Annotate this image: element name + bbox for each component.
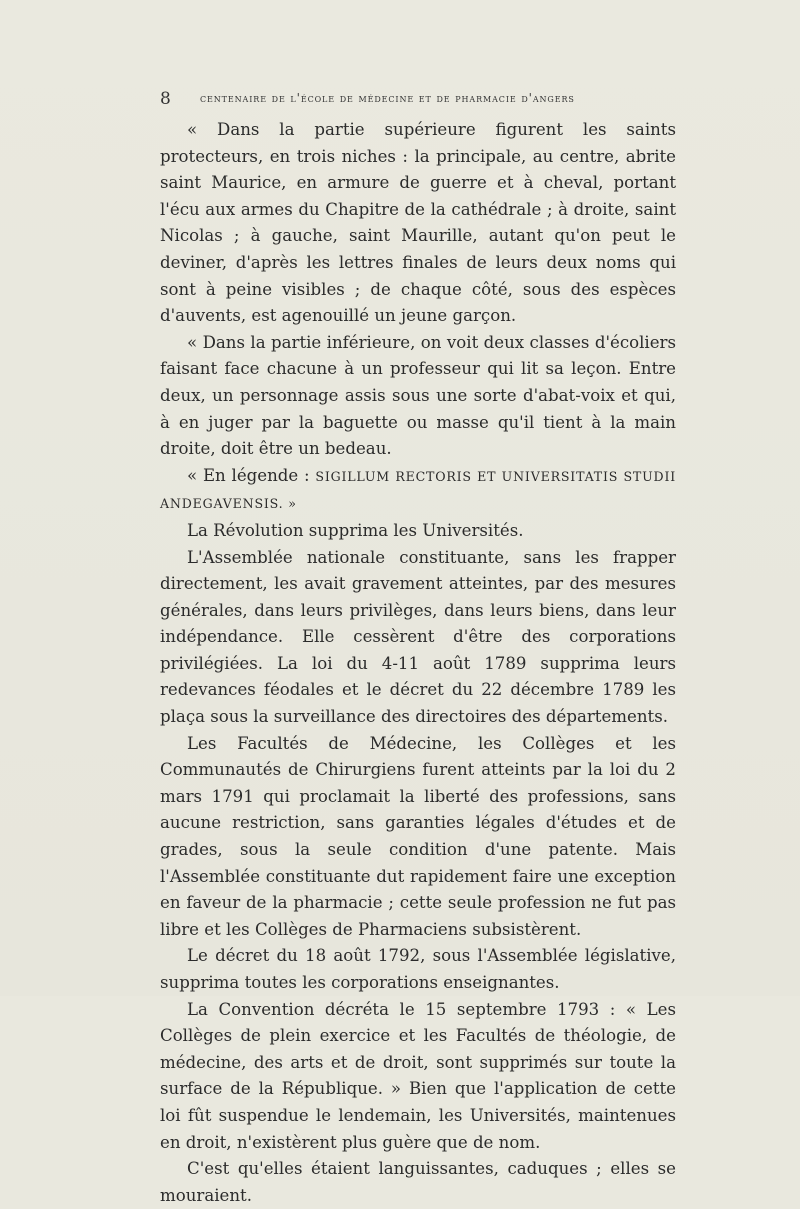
page-number: 8 <box>160 89 171 109</box>
paragraph-convention-1793: La Convention décréta le 15 septembre 1793 : « Les Collèges de plein exercice et les Facultés de théologie, de médecine, des arts et de droit, sont supprimés sur toute la surface de la République. » Bien que l'application de cette loi fût suspendue le lendemain, les Universités, maintenues en droit, n'existèrent plus guère que de nom. <box>160 999 676 1152</box>
running-title: centenaire de l'école de médecine et de pharmacie d'angers <box>200 91 575 105</box>
legend-inscription: SIGILLUM RECTORIS ET UNIVERSITATIS STUDII ANDEGAVENSIS. » <box>160 468 676 512</box>
body-text <box>160 117 676 1209</box>
paragraph-facultes-medecine: Les Facultés de Médecine, les Collèges et les Communautés de Chirurgiens furent atteints par la loi du 2 mars 1791 qui proclamait la liberté des professions, sans aucune restriction, sans garanties légales d'études et de grades, sous la seule condition d'une patente. Mais l'Assemblée constituante dut rapidement faire une exception en faveur de la pharmacie ; cette seule profession ne fut pas libre et les Collèges de Pharmaciens subsistèrent. <box>160 733 676 939</box>
paragraph-revolution: La Révolution supprima les Universités. <box>187 520 524 540</box>
paragraph-conclusion: C'est qu'elles étaient languissantes, caduques ; elles se mouraient. <box>160 1159 676 1205</box>
paragraph-seal-lower: « Dans la partie inférieure, on voit deux classes d'écoliers faisant face chacune à un professeur qui lit sa leçon. Entre deux, un personnage assis sous une sorte d'abat-voix et qui, à en juger par la baguette ou masse qu'il tient à la main droite, doit être un bedeau. <box>160 332 676 459</box>
page-header <box>160 89 640 111</box>
paragraph-seal-upper: « Dans la partie supérieure figurent les saints protecteurs, en trois niches : la principale, au centre, abrite saint Maurice, en armure de guerre et à cheval, portant l'écu aux armes du Chapitre de la cathédrale ; à droite, saint Nicolas ; à gauche, saint Maurille, autant qu'on peut le deviner, d'après les lettres finales de leurs deux noms qui sont à peine visibles ; de chaque côté, sous des espèces d'auvents, est agenouillé un jeune garçon. <box>160 120 676 326</box>
paragraph-seal-legend <box>160 463 676 518</box>
paragraph-assemblee-constituante: L'Assemblée nationale constituante, sans les frapper directement, les avait gravement atteintes, par des mesures générales, dans leurs privilèges, dans leurs biens, dans leur indépendance. Elle cessèrent d'être des corporations privilégiées. La loi du 4-11 août 1789 supprima leurs redevances féodales et le décret du 22 décembre 1789 les plaça sous la surveillance des directoires des départements. <box>160 547 676 727</box>
paragraph-decret-1792: Le décret du 18 août 1792, sous l'Assemblée législative, supprima toutes les corporations enseignantes. <box>160 946 676 992</box>
legend-lead: « En légende : <box>187 465 316 485</box>
